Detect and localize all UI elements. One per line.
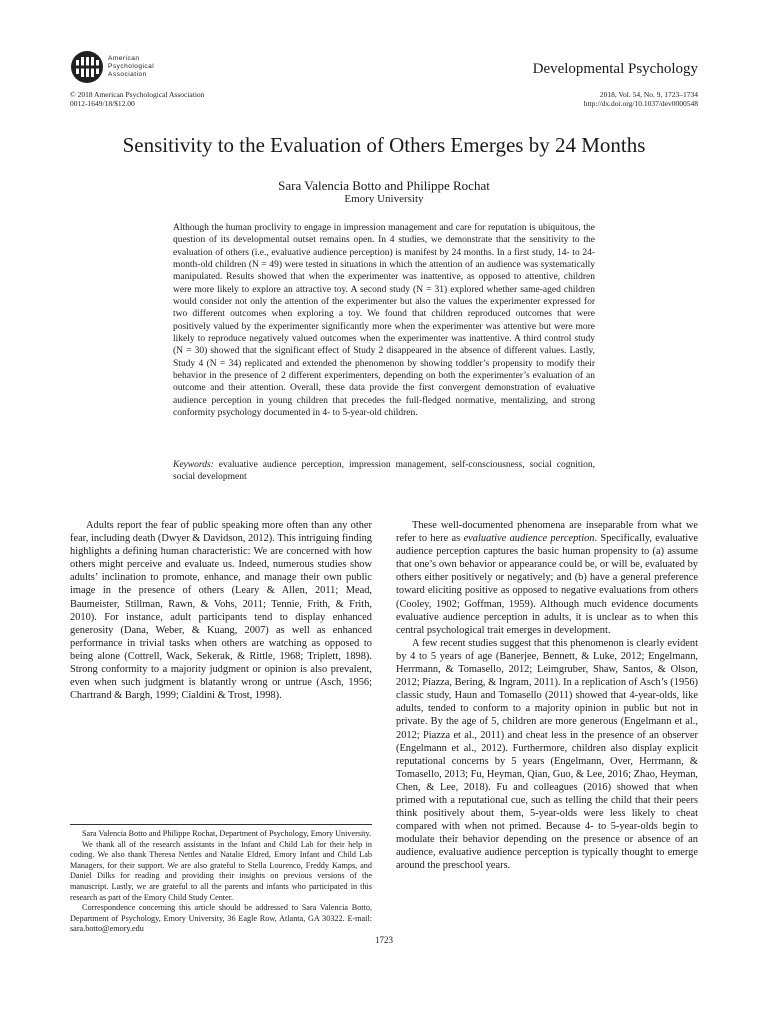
issn-line: 0012-1649/18/$12.00 [70,99,135,108]
keywords-text: evaluative audience perception, impression management, self-consciousness, social cognition, social development [173,460,595,483]
article-authors: Sara Valencia Botto and Philippe Rochat [278,178,490,193]
body-column-right [396,519,698,873]
emphasis-term: evaluative audience perception [463,533,595,545]
keywords-label: Keywords: [173,460,214,470]
footnote: We thank all of the research assistants in the Infant and Child Lab for their help in coding. We also thank Theresa Nettles and Natalie Eldred, Emory Infant and Child Lab Managers, for their support. We are also grateful to Stella Lourenco, Freddy Kamps, and Daniel Dilks for reading and providing their insights on previous versions of the manuscript. Lastly, we are grateful to all the parents and infants who participated in this research as part of the Emory Child Study Center. [70,839,372,902]
keywords [173,459,595,484]
apa-logo [70,50,154,84]
abstract: Although the human proclivity to engage in impression management and care for reputation is ubiquitous, the question of its developmental outset remains open. In 4 studies, we demonstrate that the sensitivity to the evaluation of others (i.e., evaluative audience perception) is manifest by 24 months. In a first study, 14- to 24-month-old children (N = 49) were tested in situations in which the attention of an audience was systematically manipulated. Results showed that when the experimenter was inattentive, as opposed to attentive, children were more likely to explore an attractive toy. A second study (N = 31) explored whether same-aged children would consider not only the attention of the experimenter but also the values the experimenter expressed for two different outcomes when exploring a toy. We found that children reproduced outcomes that were positively valued by the experimenter significantly more when the experimenter was attentive but were more likely to reproduce negatively valued outcomes when the experimenter was inattentive. A third control study (N = 30) showed that the significant effect of Study 2 disappeared in the absence of different values. Lastly, Study 4 (N = 34) replicated and extended the phenomenon by showing toddler’s propensity to modify their behavior in the presence of 2 different experimenters, depending on both the experimenter’s evaluation of an outcome and their attention. Overall, these data provide the first convergent demonstration of evaluative audience perception in young children that precedes the full-fledged normative, mentalizing, and strong conformity psychology documented in 4- to 5-year-old children. [173,223,595,419]
copyright-line: © 2018 American Psychological Association [70,90,205,99]
author-affiliation: Emory University [344,193,424,205]
paragraph: Adults report the fear of public speaking more often than any other fear, including death (Dwyer & Davidson, 2012). This intriguing finding highlights a defining human characteristic: We are concerned with how others might perceive and evaluate us. Indeed, numerous studies show adults’ inclination to promote, enhance, and manage their own public image in the presence of others (Leary & Allen, 2011; Mead, Baumeister, Stillman, Rawn, & Vohs, 2011; Tennie, Frith, & Frith, 2010). For instance, adult participants tend to display enhanced generosity (Dana, Weber, & Kuang, 2007) as well as enhanced performance in trivial tasks when others are watching as opposed to being alone (Cottrell, Wack, Sekerak, & Rittle, 1968; Triplett, 1898). Strong conformity to a majority judgment or opinion is also prevalent, even when such judgment is blatantly wrong or untrue (Asch, 1956; Chartrand & Bargh, 1999; Cialdini & Trost, 1998). [70,520,372,702]
page-header [70,50,698,90]
author-note [70,829,372,935]
footnote-divider [70,824,372,825]
journal-name: Developmental Psychology [532,61,698,77]
doi-link[interactable]: http://dx.doi.org/10.1037/dev0000548 [583,99,698,108]
footnote: Correspondence concerning this article should be addressed to Sara Valencia Botto, Department of Psychology, Emory University, 36 Eagle Row, Atlanta, GA 30322. E-mail: sara.botto@emory.edu [70,903,372,934]
article-title: Sensitivity to the Evaluation of Others Emerges by 24 Months [122,133,646,157]
paragraph: A few recent studies suggest that this phenomenon is clearly evident by 4 to 5 years of age (Banerjee, Bennett, & Luke, 2012; Engelmann, Herrmann, & Tomasello, 2012; Leimgruber, Shaw, Santos, & Olson, 2012; Piazza, Bering, & Ingram, 2011). In a replication of Asch’s (1956) classic study, Haun and Tomasello (2011) showed that 4-year-olds, like adults, tended to conform to a majority opinion in public but not in private. By the age of 5, children are more generous (Engelmann et al., 2012; Piazza et al., 2011) and cheat less in the presence of an observer (Engelmann et al., 2012). Furthermore, children also display explicit reputational concerns by 5 years (Engelmann, Over, Herrmann, & Tomasello, 2013; Fu, Heyman, Qian, Guo, & Lee, 2016; Zhao, Heyman, Chen, & Lee, 2018). Fu and colleagues (2016) showed that when primed with a reputational cue, such as telling the child that their peers think positively about them, 5-year-olds were less likely to cheat compared with when not primed. Because 4- to 5-year-olds begin to modulate their behavior depending on the presence or absence of an audience, evaluative audience perception is typically thought to emerge around the preschool years. [396,637,698,872]
body-column-left [70,519,372,702]
volume-line: 2018, Vol. 54, No. 9, 1723–1734 [599,90,698,99]
paragraph: These well-documented phenomena are inseparable from what we refer to here as evaluative audience perception. Specifically, evaluative audience perception captures the basic human propensity to (a) assume that one’s own behavior or appearance could be, or will be, evaluated by others either positively or negatively; and (b) have a general preference toward eliciting positive as opposed to negative evaluations from others (Cooley, 1902; Goffman, 1959). Although much evidence documents evaluative audience perception in adults, it is unclear as to when this central psychological trait emerges in development. [396,520,698,636]
page-number: 1723 [375,935,393,945]
apa-seal-icon [70,50,104,84]
logo-text: American Psychological Association [108,55,155,78]
footnote: Sara Valencia Botto and Philippe Rochat, Department of Psychology, Emory University. [82,829,372,838]
